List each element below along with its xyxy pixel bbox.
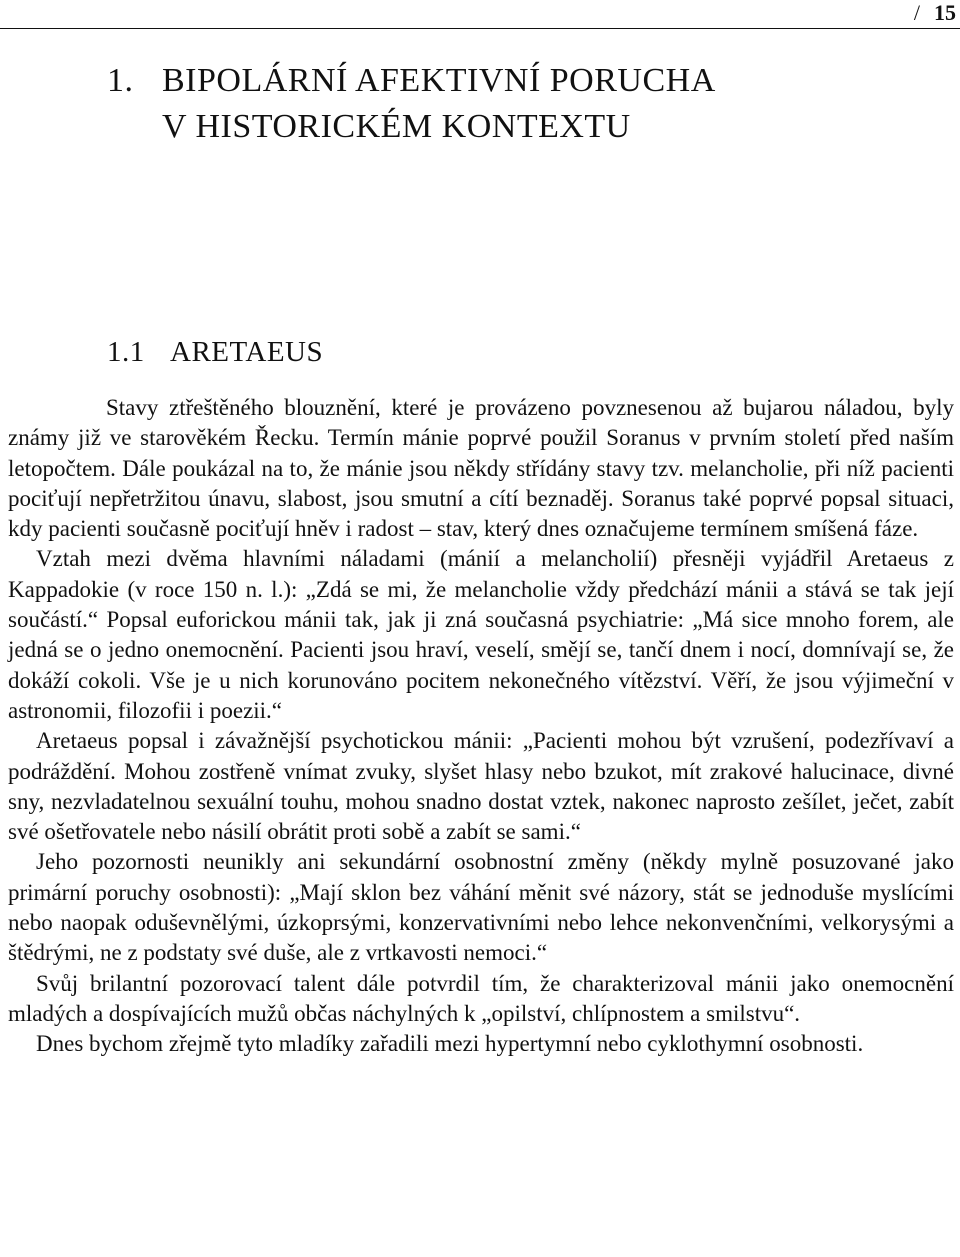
header-rule — [0, 28, 960, 29]
chapter-title — [107, 58, 716, 150]
page-header — [0, 0, 960, 24]
paragraph: Stavy ztřeštěného blouznění, které je provázeno povznesenou až bujarou náladou, byly známy již ve starověkém Řecku. Termín mánie poprvé použil Soranus v prvním století před naším letopočtem. Dále poukázal na to, že mánie jsou někdy střídány stavy tzv. melancholie, při níž pacienti pociťují nepřetržitou únavu, slabost, jsou smutní a cítí beznaděj. Soranus také poprvé popsal situaci, kdy pacienti současně pociťují hněv i radost – stav, který dnes označujeme termínem smíšená fáze. — [8, 395, 954, 542]
paragraph: Vztah mezi dvěma hlavními náladami (mánií a melancholií) přesněji vyjádřil Aretaeus z Kappadokie (v roce 150 n. l.): „Zdá se mi, že melancholie vždy předchází mánii a stává se tak její součástí.“ Popsal euforickou mánii tak, jak ji zná současná psychiatrie: „Má sice mnoho forem, ale jedná se o jedno onemocnění. Pacienti jsou hraví, veselí, smějí se, tančí dnem i nocí, domnívají se, že dokáží cokoli. Vše je u nich korunováno pocitem nekonečného vítězství. Věří, že jsou výjimeční v astronomii, filozofii i poezii.“ — [8, 546, 954, 723]
paragraph: Svůj brilantní pozorovací talent dále potvrdil tím, že charakterizoval mánii jako onemocnění mladých a dospívajících mužů občas náchylných k „opilství, chlípnostem a smilstvu“. — [8, 970, 954, 1026]
body-text — [8, 393, 954, 1060]
chapter-title-line2: V HISTORICKÉM KONTEXTU — [162, 108, 631, 145]
chapter-title-line1: BIPOLÁRNÍ AFEKTIVNÍ PORUCHA — [162, 62, 716, 99]
section-title — [107, 332, 323, 372]
chapter-number: 1. — [107, 62, 134, 99]
paragraph: Dnes bychom zřejmě tyto mladíky zařadili mezi hypertymní nebo cyklothymní osobnosti. — [36, 1031, 864, 1057]
page-number-value: 15 — [934, 0, 956, 25]
page-number-separator: / — [913, 0, 920, 25]
section-number: 1.1 — [107, 336, 145, 368]
paragraph: Aretaeus popsal i závažnější psychotickou mánii: „Pacienti mohou být vzrušení, podezřívaví a podráždění. Mohou zostřeně vnímat zvuky, slyšet hlasy nebo bzukot, mít zrakové halucinace, divné sny, nezvladatelnou sexuální touhu, mohou snadno dostat vztek, nakonec naprosto zešílet, ječet, zabít své ošetřovatele nebo násilí obrátit proti sobě a zabít se sami.“ — [8, 728, 954, 845]
page-number — [914, 0, 956, 26]
section-title-text: ARETAEUS — [170, 336, 324, 368]
paragraph: Jeho pozornosti neunikly ani sekundární osobnostní změny (někdy mylně posuzované jako primární poruchy osobnosti): „Mají sklon bez váhání měnit své názory, stát se jednoduše myslícími nebo naopak oduševnělými, úzkoprsými, konzervativními nebo lehce nekonvenčními, velkorysými a štědrými, ne z podstaty své duše, ale z vrtkavosti nemoci.“ — [8, 849, 954, 966]
